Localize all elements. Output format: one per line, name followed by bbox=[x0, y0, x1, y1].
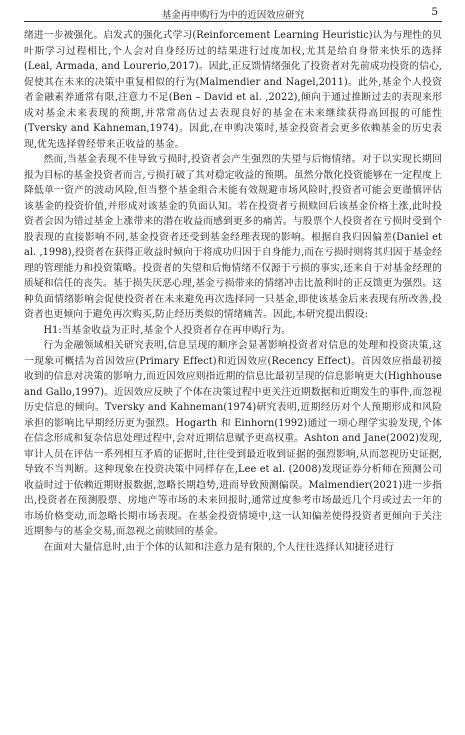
page-number: 5 bbox=[431, 6, 438, 18]
running-title: 基金再申购行为中的近因效应研究 bbox=[161, 10, 305, 21]
paragraph-loss-regret: 然而,当基金表现不佳导致亏损时,投资者会产生强烈的失望与后悔情绪。对于以实现长期回报为目标的基金投资者而言,亏损打破了其对稳定收益的预期。虽然分散化投资能够在一定程度上降低单一资产的波动风险,但当整个基金组合未能有效规避市场风险时,投资者可能会更谨慎评估该基金的投资价值,并形成对该基金的负面认知。若在投资者亏损赎回后该基金价格上涨,此时投资者会因为错过基金上涨带来的潜在收益而感到更多的痛苦。与股票个人投资者在亏损时受到个股表现的直接影响不同,基金投资者还受到基金经理表现的影响。根据自我归因偏差(Daniel et al. ,1998),投资者在获得正收益时倾向于将成功归因于自身能力,而在亏损时则将其归因于基金经理的管理能力和投资策略。投资者的失望和后悔情绪不仅源于亏损的事实,还来自于对基金经理的质疑和信任的丧失。基于损失厌恶心理,基金亏损带来的情绪冲击比盈利时的正反馈更为强烈。这种负面情绪影响会促使投资者在未来避免再次选择同一只基金,即使该基金后来表现有所改善,投资者也更倾向于避免再次购买,防止经历类似的情绪痛苦。因此,本研究提出假设: bbox=[24, 154, 442, 320]
paragraph-limited-attention: 在面对大量信息时,由于个体的认知和注意力是有限的,个人往往选择认知捷径进行 bbox=[43, 541, 394, 553]
page-header bbox=[24, 0, 442, 24]
header-divider bbox=[24, 21, 442, 22]
paragraph-recency-effect: 行为金融领域相关研究表明,信息呈现的顺序会显著影响投资者对信息的处理和投资决策,这一现象可概括为首因效应(Primary Effect)和近因效应(Recency Effect)。首因效应指最初接收到的信息对决策的影响力,而近因效应则指近期的信息比最初呈现的信息影响更大(Highhouse and Gallo,1997)。近因效应反映了个体在决策过程中更关注近期数据和近期发生的事件,而忽视历史信息的倾向。Tversky and Kahneman(1974)研究表明,近期经历对个人预期形成和风险承担的影响比早期经历更为强烈。Hogarth 和 Einhorn(1992)通过一项心理学实验发现,个体在信念形成和复杂信息处理过程中,会对近期信息赋予更高权重。Ashton and Jane(2002)发现,审计人员在评估一系列相互矛盾的证据时,往往受到最近收到证据的强烈影响,从而忽视历史证据,导致不当判断。这种现象在投资决策中同样存在,Lee et al. (2008)发现证券分析师在预测公司收益时过于依赖近期财报数据,忽略长期趋势,进而导致预测偏误。Malmendier(2021)进一步指出,投资者在预测股票、房地产等市场的未来回报时,通常过度参考市场最近几个月或过去一年的市场价格变动,而忽略长期市场表现。在基金投资情境中,这一认知偏差使得投资者更倾向于关注近期参与的基金交易,而忽视之前赎回的基金。 bbox=[24, 340, 442, 537]
body-text bbox=[24, 28, 442, 555]
paragraph-continuation: 绪进一步被强化。启发式的强化式学习(Reinforcement Learning Heuristic)认为与理性的贝叶斯学习过程相比,个人会对自身经历过的结果进行过度加权,尤其是给自身带来快乐的选择(Leal, Armada, and Lourerio,2017)。因此,正反馈情绪强化了投资者对先前成功投资的信心,促使其在未来的决策中重复相似的行为(Malmendier and Nagel,2011)。此外,基金个人投资者金融素养通常有限,注意力不足(Ben – David et al. ,2022),倾向于通过推断过去的表现来形成对基金未来表现的预期,并常常高估过去表现良好的基金在未来继续获得高回报的可能性(Tversky and Kahneman,1974)。因此,在申购决策时,基金投资者会更多依赖基金的历史表现,优先选择曾经带来正收益的基金。 bbox=[24, 30, 442, 150]
hypothesis-h1: H1:当基金收益为正时,基金个人投资者存在再申购行为。 bbox=[43, 324, 291, 336]
